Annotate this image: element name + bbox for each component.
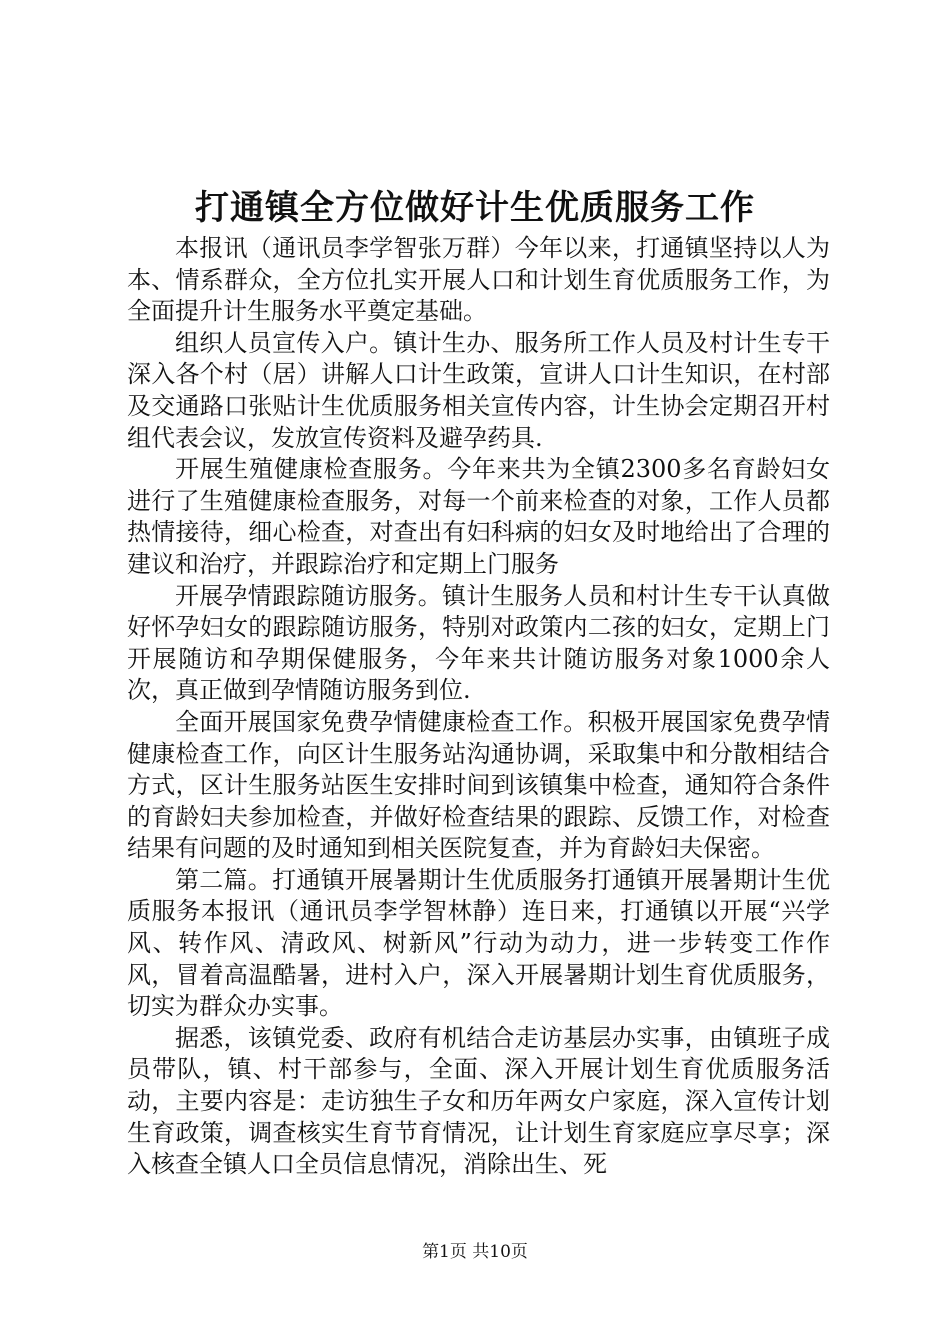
document-body	[127, 233, 830, 1181]
document-title: 打通镇全方位做好计生优质服务工作	[195, 188, 755, 228]
page-footer: 第1页 共10页	[422, 1242, 528, 1262]
paragraph-health-check: 开展生殖健康检查服务。今年来共为全镇2300多名育龄妇女进行了生殖健康检查服务，对每一个前来检查的对象，工作人员都热情接待，细心检查，对查出有妇科病的妇女及时地给出了合理的建议和治疗，并跟踪治疗和定期上门服务	[127, 455, 830, 578]
paragraph-publicity: 组织人员宣传入户。镇计生办、服务所工作人员及村计生专干深入各个村（居）讲解人口计生政策，宣讲人口计生知识，在村部及交通路口张贴计生优质服务相关宣传内容，计生协会定期召开村组代表会议，发放宣传资料及避孕药具.	[127, 328, 830, 452]
paragraph-intro: 本报讯（通讯员李学智张万群）今年以来，打通镇坚持以人为本、情系群众，全方位扎实开展人口和计划生育优质服务工作，为全面提升计生服务水平奠定基础。	[127, 234, 830, 326]
paragraph-pregnancy-followup: 开展孕情跟踪随访服务。镇计生服务人员和村计生专干认真做好怀孕妇女的跟踪随访服务，特别对政策内二孩的妇女，定期上门开展随访和孕期保健服务，今年来共计随访服务对象1000余人次，真正做到孕情随访服务到位.	[127, 581, 830, 705]
paragraph-second-article: 第二篇。打通镇开展暑期计生优质服务打通镇开展暑期计生优质服务本报讯（通讯员李学智林静）连日来，打通镇以开展“兴学风、转作风、清政风、树新风”行动为动力，进一步转变工作作风，冒着高温酷暑，进村入户，深入开展暑期计划生育优质服务，切实为群众办实事。	[127, 865, 830, 1021]
paragraph-free-checkup: 全面开展国家免费孕情健康检查工作。积极开展国家免费孕情健康检查工作，向区计生服务站沟通协调，采取集中和分散相结合方式，区计生服务站医生安排时间到该镇集中检查，通知符合条件的育龄妇夫参加检查，并做好检查结果的跟踪、反馈工作，对检查结果有问题的及时通知到相关医院复查，并为育龄妇夫保密。	[127, 707, 830, 863]
paragraph-visits: 据悉，该镇党委、政府有机结合走访基层办实事，由镇班子成员带队，镇、村干部参与，全面、深入开展计划生育优质服务活动，主要内容是：走访独生子女和历年两女户家庭，深入宣传计划生育政策，调查核实生育节育情况，让计划生育家庭应享尽享；深入核查全镇人口全员信息情况，消除出生、死	[127, 1023, 830, 1179]
